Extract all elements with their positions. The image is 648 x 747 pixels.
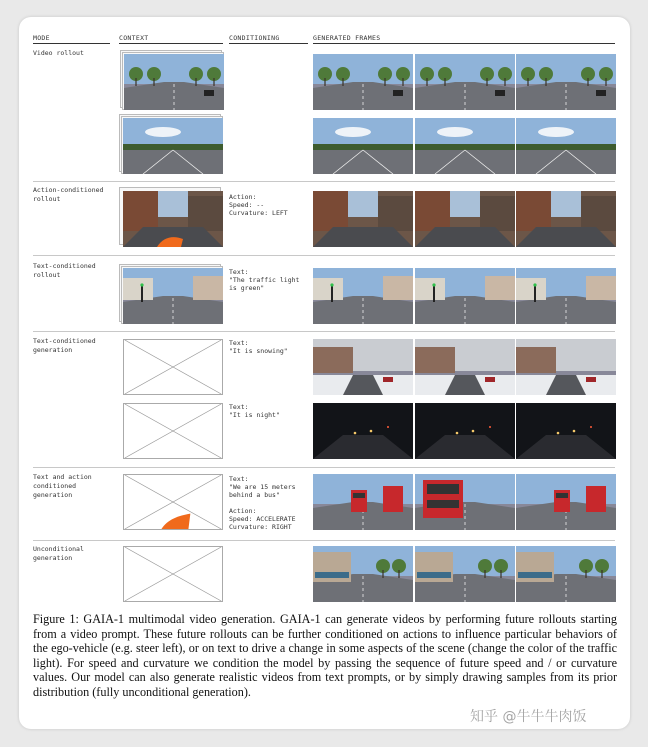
mode-video-rollout: Video rollout bbox=[33, 49, 84, 57]
generated-frame-traffic-light bbox=[415, 268, 515, 324]
mode-action-conditioned: Action-conditioned rollout bbox=[33, 186, 104, 203]
generated-frame-night bbox=[415, 403, 515, 459]
context-frame-traffic-light bbox=[123, 268, 223, 324]
generated-frame-steer-left bbox=[415, 191, 515, 247]
row-separator bbox=[33, 181, 615, 182]
conditioning-bus-accelerate: Text: "We are 15 meters behind a bus" Action: Speed: ACCELERATE Curvature: RIGHT bbox=[229, 475, 296, 531]
watermark: 知乎 @牛牛牛肉饭 bbox=[470, 709, 587, 725]
row-separator bbox=[33, 467, 615, 468]
generated-frame-traffic-light bbox=[313, 268, 413, 324]
generated-frame-snow bbox=[313, 339, 413, 395]
header-rule-mode bbox=[33, 43, 110, 44]
generated-frame-road bbox=[313, 118, 413, 174]
generated-frame-bus bbox=[516, 474, 616, 530]
generated-frame-night bbox=[516, 403, 616, 459]
empty-context-placeholder bbox=[123, 339, 223, 395]
generated-frame-traffic-light bbox=[516, 268, 616, 324]
conditioning-action: Action: Speed: -- Curvature: LEFT bbox=[229, 193, 288, 217]
generated-frame-street bbox=[313, 54, 413, 110]
row-separator bbox=[33, 540, 615, 541]
generated-frame-street bbox=[516, 54, 616, 110]
generated-frame-steer-left bbox=[516, 191, 616, 247]
context-frame-steer-left bbox=[123, 191, 223, 247]
generated-frame-unconditional bbox=[516, 546, 616, 602]
generated-frame-snow bbox=[516, 339, 616, 395]
generated-frame-night bbox=[313, 403, 413, 459]
generated-frame-street bbox=[415, 54, 515, 110]
empty-context-placeholder bbox=[123, 546, 223, 602]
generated-frame-road bbox=[415, 118, 515, 174]
generated-frame-road bbox=[516, 118, 616, 174]
header-conditioning: CONDITIONING bbox=[229, 34, 280, 42]
mode-text-action-generation: Text and action conditioned generation bbox=[33, 473, 92, 499]
header-rule-context bbox=[119, 43, 223, 44]
conditioning-snowing: Text: "It is snowing" bbox=[229, 339, 288, 355]
context-frame-road bbox=[123, 118, 223, 174]
figure-caption: Figure 1: GAIA-1 multimodal video generation. GAIA-1 can generate videos by performing future rollouts starting from a video prompt. These future rollouts can be further conditioned on actions to influence particular behaviors of the ego-vehicle (e.g. steer left), or on text to drive a change in some aspects of the scene (change the color of the traffic light). For speed and curvature we condition the model by passing the sequence of future speed and / or curvature values. Our model can also generate realistic videos from text prompts, or by simply drawing samples from its prior distribution (fully unconditional generation). bbox=[33, 612, 617, 699]
header-mode: MODE bbox=[33, 34, 50, 42]
generated-frame-steer-left bbox=[313, 191, 413, 247]
conditioning-traffic-light: Text: "The traffic light is green" bbox=[229, 268, 300, 292]
header-context: CONTEXT bbox=[119, 34, 149, 42]
row-separator bbox=[33, 331, 615, 332]
generated-frame-bus bbox=[313, 474, 413, 530]
empty-context-placeholder bbox=[123, 474, 223, 530]
header-rule-conditioning bbox=[229, 43, 308, 44]
header-generated-frames: GENERATED FRAMES bbox=[313, 34, 381, 42]
generated-frame-unconditional bbox=[313, 546, 413, 602]
context-frame-street bbox=[124, 54, 224, 110]
mode-unconditional-generation: Unconditional generation bbox=[33, 545, 84, 562]
generated-frame-unconditional bbox=[415, 546, 515, 602]
mode-text-conditioned-generation: Text-conditioned generation bbox=[33, 337, 96, 354]
generated-frame-bus bbox=[415, 474, 515, 530]
empty-context-placeholder bbox=[123, 403, 223, 459]
row-separator bbox=[33, 255, 615, 256]
generated-frame-snow bbox=[415, 339, 515, 395]
header-rule-frames bbox=[313, 43, 615, 44]
mode-text-conditioned-rollout: Text-conditioned rollout bbox=[33, 262, 96, 279]
conditioning-night: Text: "It is night" bbox=[229, 403, 280, 419]
